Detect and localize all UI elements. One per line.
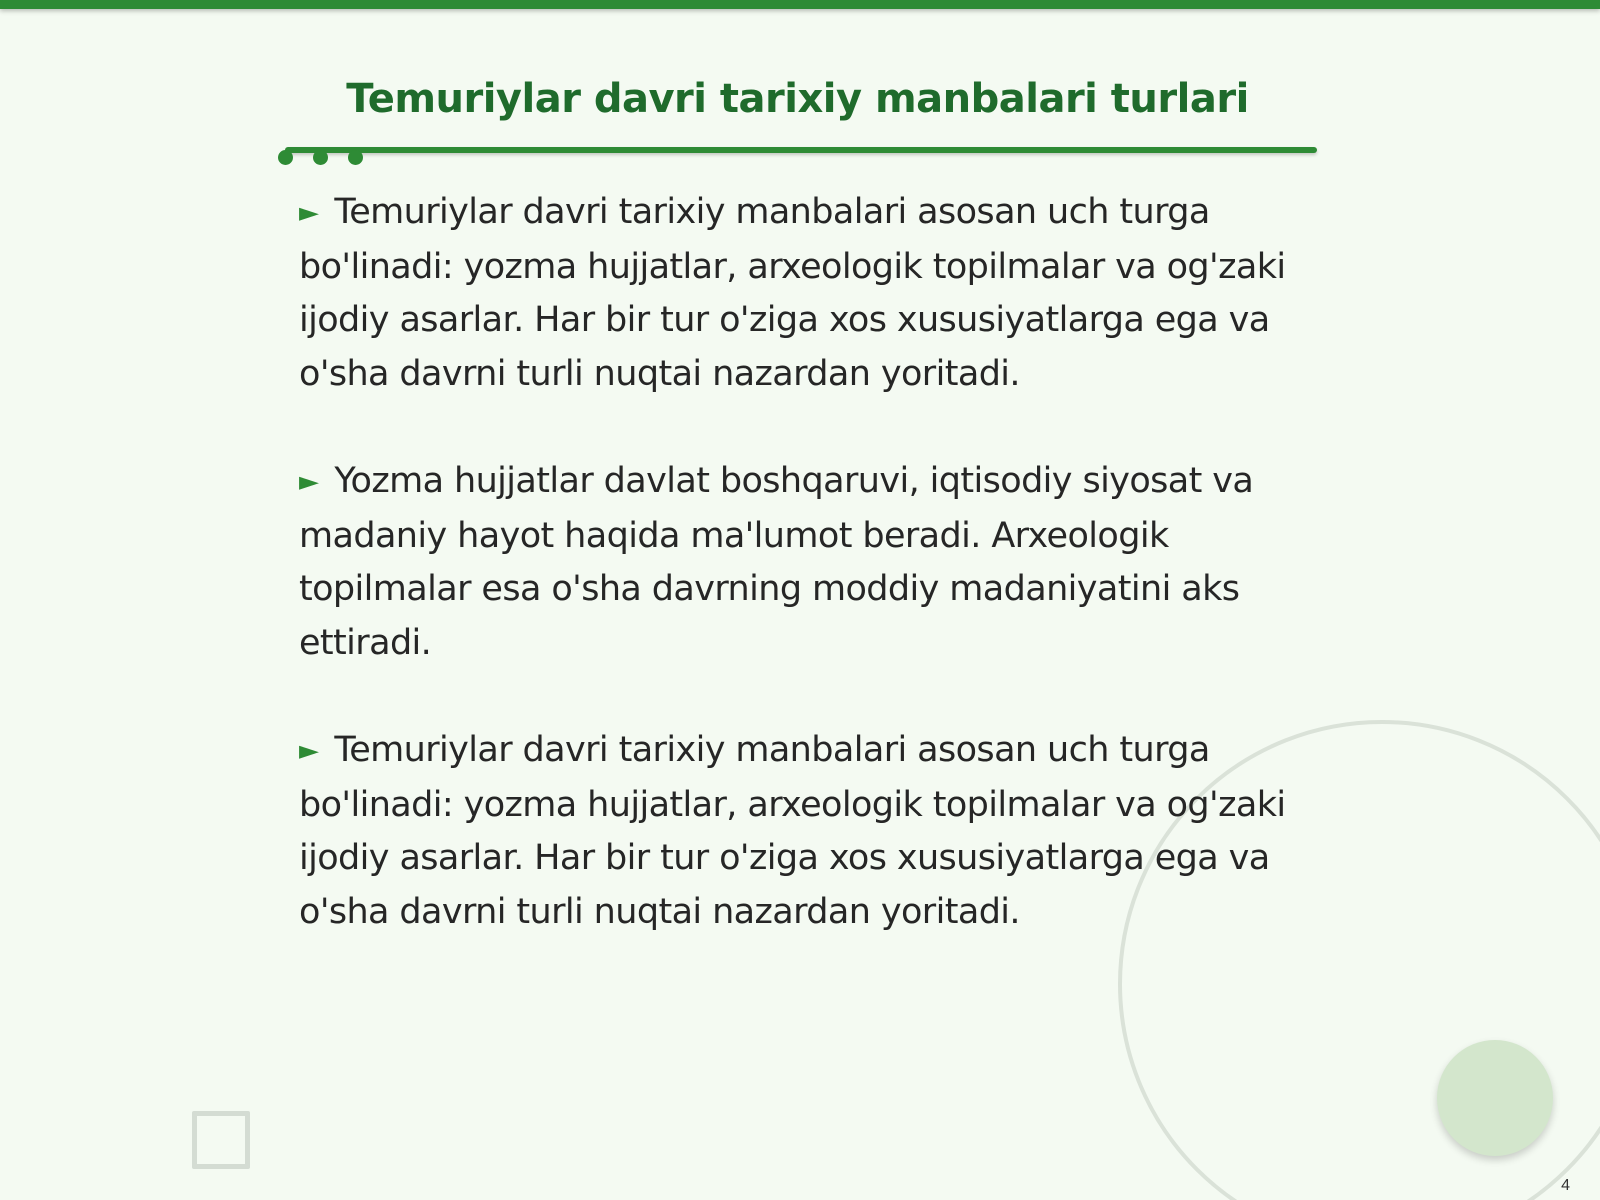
decorative-dot	[348, 150, 363, 165]
bullet-arrow-icon: ►	[299, 198, 319, 228]
bullet-arrow-icon: ►	[299, 467, 319, 497]
top-accent-bar	[0, 0, 1600, 9]
title-underline	[285, 147, 1317, 153]
bullet-paragraph	[299, 455, 1309, 670]
decorative-square	[192, 1111, 250, 1169]
bullet-paragraph	[299, 186, 1309, 401]
paragraph-text: Temuriylar davri tarixiy manbalari asosan uch turga bo'linadi: yozma hujjatlar, arxeologik topilmalar va og'zaki ijodiy asarlar. Har bir tur o'ziga xos xususiyatlarga ega va o'sha davrni turli nuqtai nazardan yoritadi.	[299, 192, 1286, 394]
bullet-arrow-icon: ►	[299, 736, 319, 766]
paragraph-text: Yozma hujjatlar davlat boshqaruvi, iqtisodiy siyosat va madaniy hayot haqida ma'lumot beradi. Arxeologik topilmalar esa o'sha davrning moddiy madaniyatini aks ettiradi.	[299, 461, 1254, 663]
decorative-dot	[278, 150, 293, 165]
page-number: 4	[1561, 1177, 1570, 1194]
slide-title: Temuriylar davri tarixiy manbalari turlari	[346, 76, 1249, 122]
decorative-circle	[1437, 1040, 1553, 1156]
bullet-paragraph	[299, 724, 1309, 939]
paragraph-text: Temuriylar davri tarixiy manbalari asosan uch turga bo'linadi: yozma hujjatlar, arxeologik topilmalar va og'zaki ijodiy asarlar. Har bir tur o'ziga xos xususiyatlarga ega va o'sha davrni turli nuqtai nazardan yoritadi.	[299, 730, 1286, 932]
slide-content	[299, 186, 1309, 993]
decorative-dot	[313, 150, 328, 165]
